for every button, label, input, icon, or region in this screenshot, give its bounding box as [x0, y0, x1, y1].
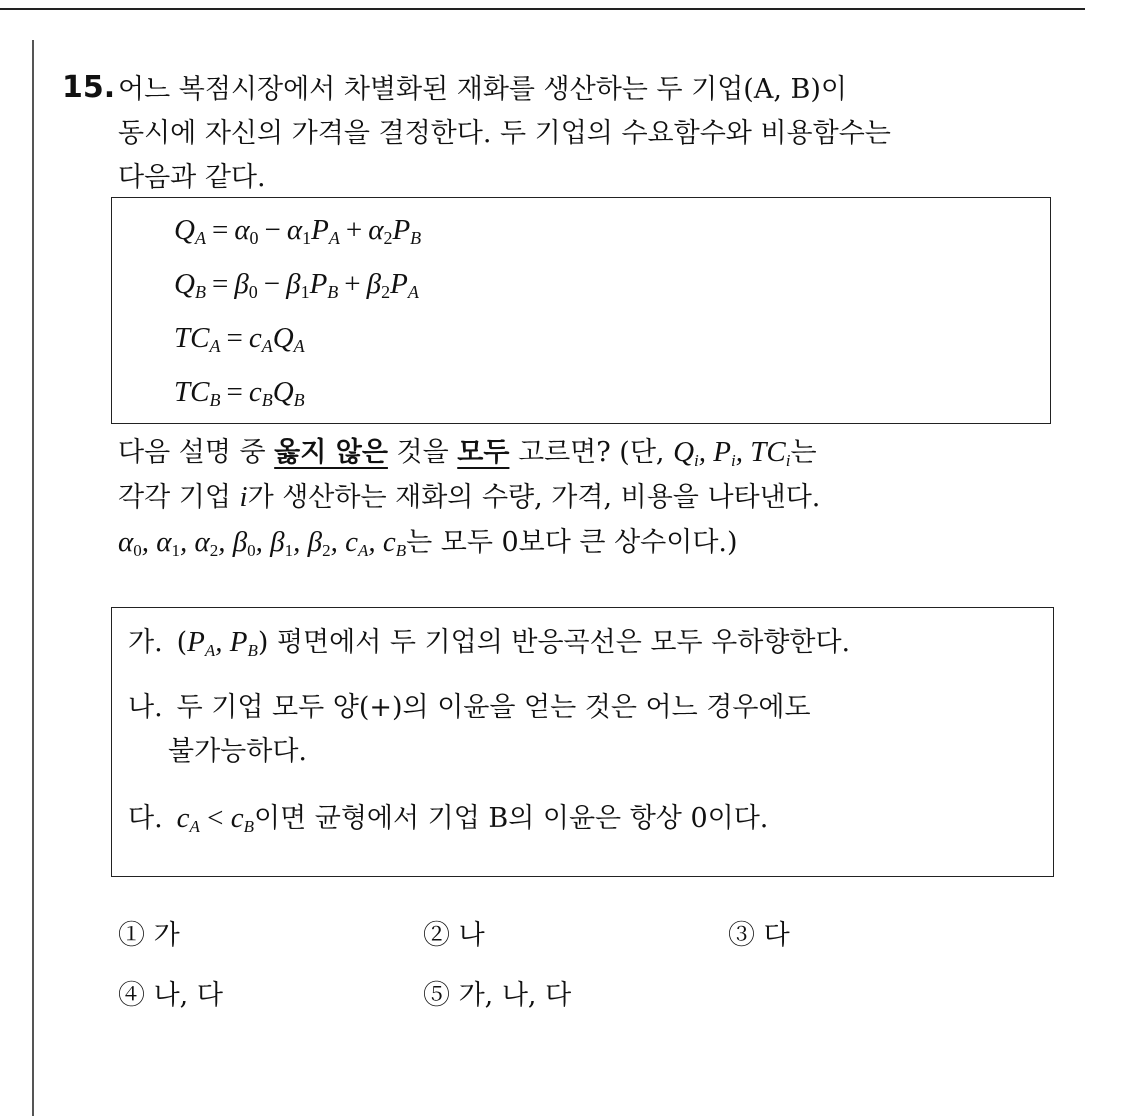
statements-box — [111, 607, 1054, 877]
statement-na: 나. 두 기업 모두 양(+)의 이윤을 얻는 것은 어느 경우에도 — [128, 692, 811, 723]
question-number: 15. — [62, 70, 116, 105]
choice-4[interactable]: ④ 나, 다 — [118, 980, 223, 1011]
question-stem — [118, 68, 1063, 200]
cost-equation-b: $TC_B = c_BQ_B$ — [174, 376, 305, 410]
math-constants: $\alpha_0$, $\alpha_1$, $\alpha_2$, $\beta_0$, $\beta_1$, $\beta_2$, $c_A$, $c_B$ — [118, 526, 407, 560]
instruction-line: 다음 설명 중 옳지 않은 것을 모두 고르면? (단, $Q_i$, $P_i$, $TC_i$는 — [118, 436, 817, 470]
demand-equation-a: $Q_A = \alpha_0 - \alpha_1P_A + \alpha_2P_B$ — [174, 214, 422, 248]
statement-da: 다. $c_A < c_B$이면 균형에서 기업 B의 이윤은 항상 0이다. — [128, 802, 769, 836]
stem-line: 동시에 자신의 가격을 결정한다. 두 기업의 수요함수와 비용함수는 — [118, 118, 891, 149]
statement-ga: 가. ($P_A$, $P_B$) 평면에서 두 기업의 반응곡선은 모두 우하향한다. — [128, 626, 851, 660]
choice-2[interactable]: ② 나 — [423, 920, 485, 951]
emphasis-all: 모두 — [457, 437, 510, 468]
math-vars: $Q_i$, $P_i$, $TC_i$ — [673, 436, 791, 470]
choice-1[interactable]: ① 가 — [118, 920, 180, 951]
stem-line: 다음과 같다. — [118, 162, 266, 193]
stem-line: 어느 복점시장에서 차별화된 재화를 생산하는 두 기업(A, B)이 — [118, 74, 847, 105]
equation-box — [111, 197, 1051, 424]
cost-equation-a: $TC_A = c_AQ_A$ — [174, 322, 305, 356]
left-margin-rule — [32, 40, 34, 1116]
emphasis-not-correct: 옳지 않은 — [274, 437, 388, 468]
question-instruction — [118, 430, 1058, 565]
instruction-line: 각각 기업 i가 생산하는 재화의 수량, 가격, 비용을 나타낸다. — [118, 481, 821, 513]
statement-na-continued: 불가능하다. — [168, 736, 307, 767]
instruction-line: $\alpha_0$, $\alpha_1$, $\alpha_2$, $\beta_0$, $\beta_1$, $\beta_2$, $c_A$, $c_B$는 모두 0보다 큰 상수이다.) — [118, 526, 738, 560]
choice-3[interactable]: ③ 다 — [728, 920, 790, 951]
demand-equation-b: $Q_B = \beta_0 - \beta_1P_B + \beta_2P_A$ — [174, 268, 419, 302]
choice-5[interactable]: ⑤ 가, 나, 다 — [423, 980, 572, 1011]
top-rule — [0, 8, 1085, 10]
